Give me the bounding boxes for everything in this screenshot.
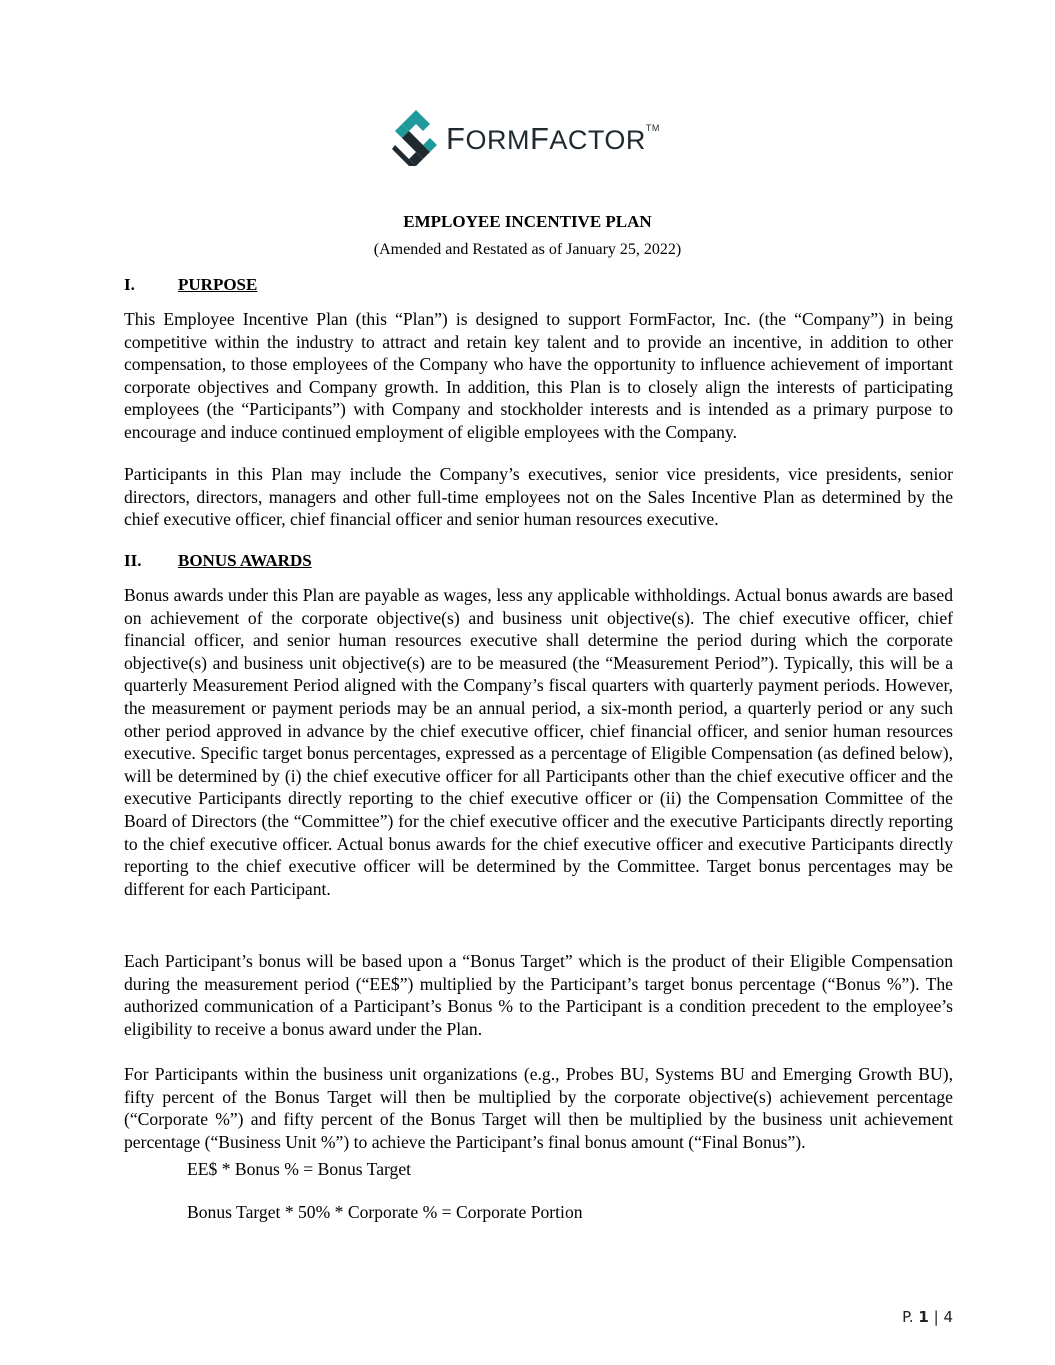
- formula-bonus-target: EE$ * Bonus % = Bonus Target: [187, 1159, 412, 1179]
- company-logo: [390, 108, 700, 170]
- section-label: PURPOSE: [178, 275, 258, 294]
- document-title: EMPLOYEE INCENTIVE PLAN: [403, 212, 652, 231]
- purpose-paragraph-1: This Employee Incentive Plan (this “Plan”) is designed to support FormFactor, Inc. (the “Company”) in being competitive within the industry to attract and retain key talent and to provide an incentive, in addition to other compensation, to those employees of the Company who have the opportunity to influence achievement of important corporate objectives and Company growth. In addition, this Plan is to closely align the interests of participating employees (the “Participants”) with Company and stockholder interests and is intended as a primary purpose to encourage and induce continued employment of eligible employees with the Company.: [124, 309, 953, 442]
- formfactor-logo-mark-icon: [390, 108, 442, 168]
- section-heading-purpose: [124, 275, 257, 295]
- formula-corporate-portion: Bonus Target * 50% * Corporate % = Corporate Portion: [187, 1202, 583, 1222]
- purpose-paragraph-2: Participants in this Plan may include the Company’s executives, senior vice presidents, vice presidents, senior directors, directors, managers and other full-time employees not on the Sales Incentive Plan as determined by the chief executive officer, chief financial officer and senior human resources executive.: [124, 464, 953, 530]
- section-heading-bonus-awards: [124, 551, 312, 571]
- bonus-paragraph-3: For Participants within the business unit organizations (e.g., Probes BU, Systems BU and Emerging Growth BU), fifty percent of the Bonus Target will then be multiplied by the corporate objective(s) achievement percentage (“Corporate %”) and fifty percent of the Bonus Target will then be multiplied by the business unit achievement percentage (“Business Unit %”) to achieve the Participant’s final bonus amount (“Final Bonus”).: [124, 1064, 953, 1152]
- current-page: 1: [918, 1308, 929, 1326]
- bonus-paragraph-2: Each Participant’s bonus will be based upon a “Bonus Target” which is the product of their Eligible Compensation during the measurement period (“EE$”) multiplied by the Participant’s target bonus percentage (“Bonus %”). The authorized communication of a Participant’s Bonus % to the Participant is a condition precedent to the employee’s eligibility to receive a bonus award under the Plan.: [124, 951, 953, 1039]
- section-label: BONUS AWARDS: [178, 551, 312, 570]
- bonus-paragraph-1: Bonus awards under this Plan are payable as wages, less any applicable withholdings. Actual bonus awards are based on achievement of the corporate objective(s) and business unit objective(s). The chief executive officer, chief financial officer, and senior human resources executive shall determine the period during which the corporate objective(s) and business unit objective(s) are to be measured (the “Measurement Period”). Typically, this will be a quarterly Measurement Period aligned with the Company’s fiscal quarters with quarterly payment periods. However, the measurement or payment periods may be an annual period, a six-month period, a quarterly period or any such other period approved in advance by the chief executive officer, chief financial officer, and senior human resources executive. Specific target bonus percentages, expressed as a percentage of Eligible Compensation (as defined below), will be determined by (i) the chief executive officer for all Participants other than the chief executive officer and the executive Participants directly reporting to the chief executive officer or (ii) the Compensation Committee of the Board of Directors (the “Committee”) for the chief executive officer and the executive Participants directly reporting to the chief executive officer. Actual bonus awards for the chief executive officer and executive Participants directly reporting to the chief executive officer will be determined by the Committee. Target bonus percentages may be different for each Participant.: [124, 585, 953, 899]
- logo-wordmark: FORMFACTOR™: [446, 121, 660, 156]
- section-number: I.: [124, 275, 135, 294]
- document-subtitle: (Amended and Restated as of January 25, 2022): [373, 241, 682, 258]
- total-pages: 4: [943, 1308, 953, 1326]
- page-number: P. 1 | 4: [902, 1308, 953, 1326]
- section-number: II.: [124, 551, 142, 570]
